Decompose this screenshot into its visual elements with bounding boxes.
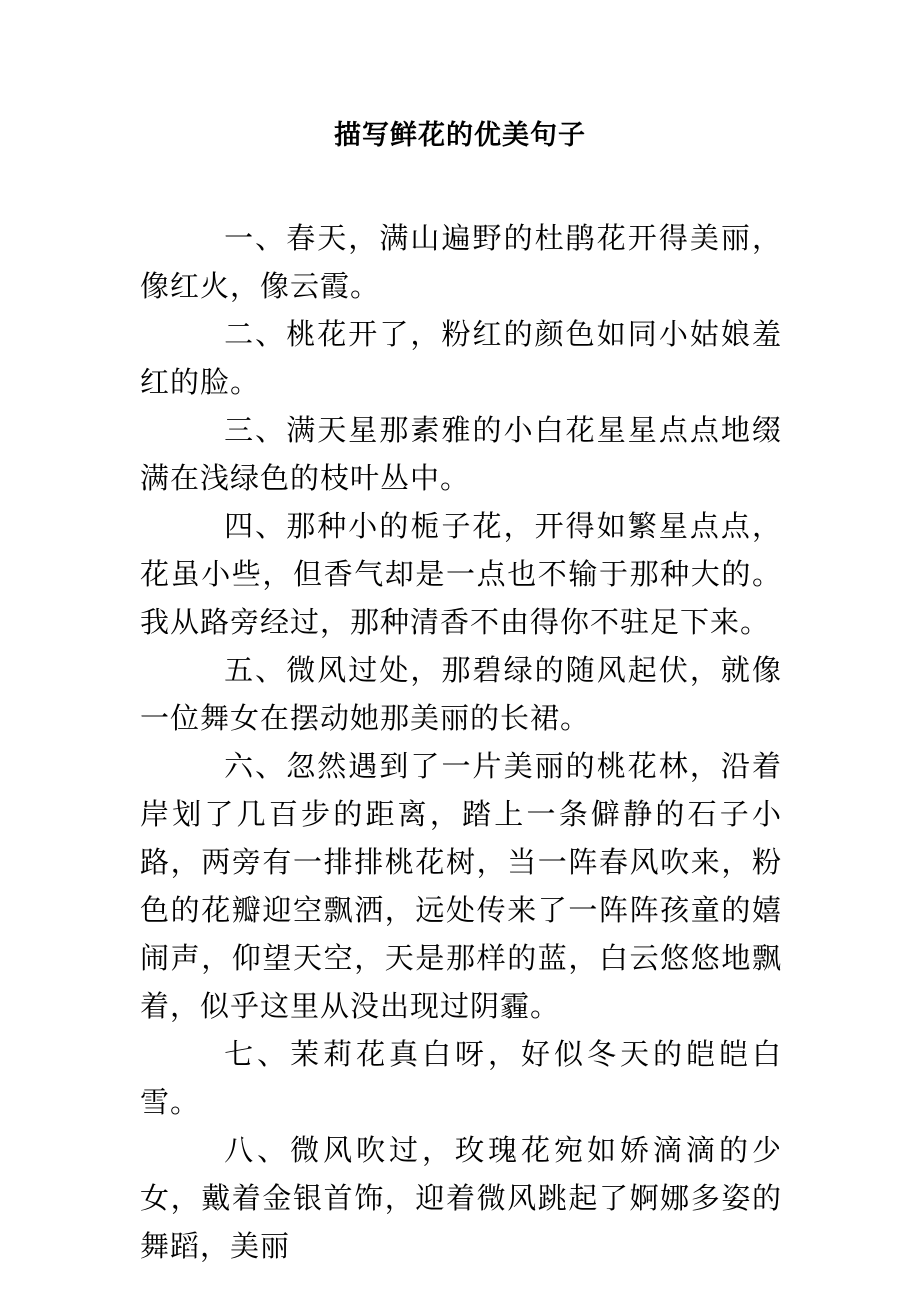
paragraph-6: 六、忽然遇到了一片美丽的桃花林，沿着岸划了几百步的距离，踏上一条僻静的石子小路，两旁有一排排桃花树，当一阵春风吹来，粉色的花瓣迎空飘洒，远处传来了一阵阵孩童的嬉闹声，仰望天空，天是那样的蓝，白云悠悠地飘着，似乎这里从没出现过阴霾。 <box>140 749 782 1023</box>
paragraph-3: 三、满天星那素雅的小白花星星点点地缀满在浅绿色的枝叶丛中。 <box>140 413 782 495</box>
paragraph-8: 八、微风吹过，玫瑰花宛如娇滴滴的少女，戴着金银首饰，迎着微风跳起了婀娜多姿的舞蹈，美丽 <box>140 1133 782 1263</box>
paragraph-2: 二、桃花开了，粉红的颜色如同小姑娘羞红的脸。 <box>140 317 782 399</box>
paragraph-7: 七、茉莉花真白呀，好似冬天的皑皑白雪。 <box>140 1037 782 1119</box>
document-title: 描写鲜花的优美句子 <box>334 120 586 151</box>
paragraph-1: 一、春天，满山遍野的杜鹃花开得美丽，像红火，像云霞。 <box>140 221 782 303</box>
document-body <box>140 214 782 1270</box>
paragraph-5: 五、微风过处，那碧绿的随风起伏，就像一位舞女在摆动她那美丽的长裙。 <box>140 653 782 735</box>
paragraph-4: 四、那种小的栀子花，开得如繁星点点，花虽小些，但香气却是一点也不输于那种大的。我从路旁经过，那种清香不由得你不驻足下来。 <box>140 509 782 639</box>
